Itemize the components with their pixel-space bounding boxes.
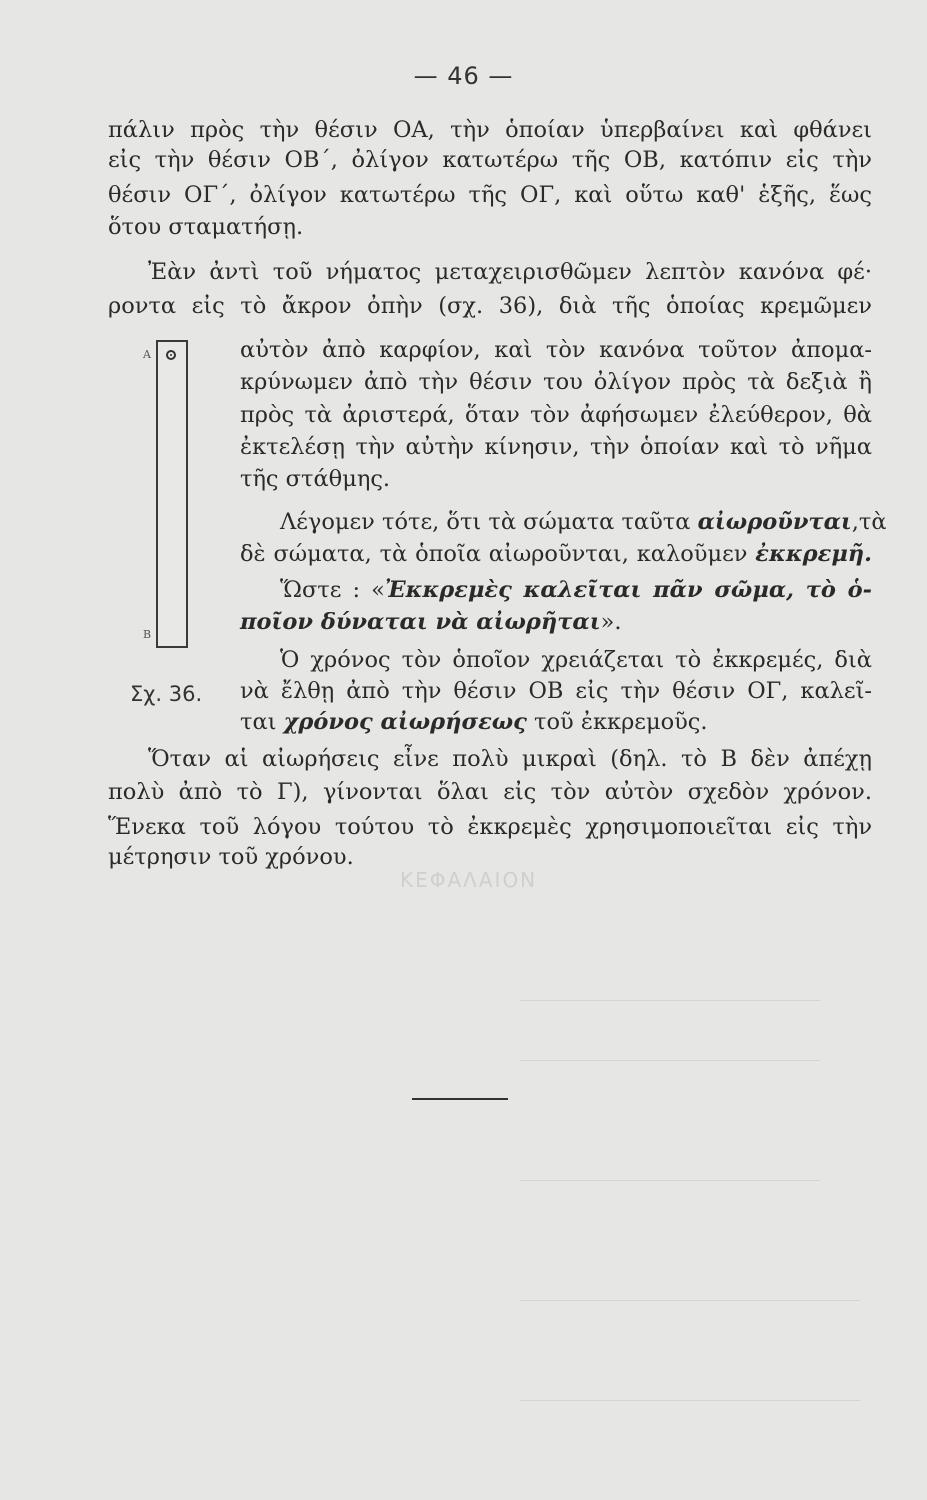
definition-text: Ἐκκρεμὲς καλεῖται πᾶν σῶμα, τὸ ὁ-	[384, 577, 872, 603]
text-line: πάλιν πρὸς τὴν θέσιν ΟΑ, τὴν ὁποίαν ὑπερβαίνει καὶ φθάνει	[108, 117, 872, 143]
show-through-line	[520, 1300, 860, 1301]
end-rule	[412, 1098, 508, 1100]
text-line: θέσιν ΟΓ΄, ὀλίγον κατωτέρω τῆς ΟΓ, καὶ οὕτω καθ' ἑξῆς, ἕως	[108, 182, 872, 208]
text-line: πρὸς τὰ ἀριστερά, ὅταν τὸν ἀφήσωμεν ἐλεύθερον, θὰ	[240, 402, 872, 428]
text-line: εἰς τὴν θέσιν ΟΒ΄, ὀλίγον κατωτέρω τῆς ΟΒ, κατόπιν εἰς τὴν	[108, 147, 872, 173]
hole-icon	[166, 350, 176, 360]
definition-text: ποῖον δύναται νὰ αἰωρῆται	[240, 609, 601, 635]
figure-caption: Σχ. 36.	[130, 682, 203, 706]
term-ekkremi: ἐκκρεμῆ.	[755, 541, 872, 567]
figure-label-top: Α	[143, 348, 151, 361]
text-line: Ἕνεκα τοῦ λόγου τούτου τὸ ἐκκρεμὲς χρησιμοποιεῖται εἰς τὴν	[108, 814, 872, 840]
text-line: ροντα εἰς τὸ ἄκρον ὀπὴν (σχ. 36), διὰ τῆς ὁποίας κρεμῶμεν	[108, 293, 872, 319]
text-line: ὅτου σταματήσῃ.	[108, 214, 304, 240]
text-line: αὐτὸν ἀπὸ καρφίον, καὶ τὸν κανόνα τοῦτον ἀπομα-	[240, 337, 872, 363]
text-line: ται χρόνος αἰωρήσεως τοῦ ἐκκρεμοῦς.	[240, 709, 708, 735]
show-through-line	[520, 1400, 860, 1401]
text-line: Ἐὰν ἀντὶ τοῦ νήματος μεταχειρισθῶμεν λεπτὸν κανόνα φέ·	[148, 259, 872, 285]
text-line: Ὁ χρόνος τὸν ὁποῖον χρειάζεται τὸ ἐκκρεμές, διὰ	[280, 647, 872, 673]
show-through-line	[520, 1000, 820, 1001]
text-line: ἐκτελέσῃ τὴν αὐτὴν κίνησιν, τὴν ὁποίαν καὶ τὸ νῆμα	[240, 434, 872, 460]
term-chronos-aioriseos: χρόνος αἰωρήσεως	[283, 709, 527, 735]
text-line: Ὥστε : «Ἐκκρεμὲς καλεῖται πᾶν σῶμα, τὸ ὁ-	[280, 577, 872, 603]
text-line: τῆς στάθμης.	[240, 466, 391, 492]
text-line: κρύνωμεν ἀπὸ τὴν θέσιν του ὀλίγον πρὸς τὰ δεξιὰ ἢ	[240, 369, 872, 395]
ruler-pendulum-figure	[156, 340, 188, 648]
show-through-heading: ΚΕΦΑΛΑΙΟΝ	[400, 868, 538, 892]
text-line: Λέγομεν τότε, ὅτι τὰ σώματα ταῦτα αἰωροῦνται,τὰ	[280, 509, 887, 535]
text-line: ποῖον δύναται νὰ αἰωρῆται».	[240, 609, 622, 635]
text-line: Ὅταν αἱ αἰωρήσεις εἶνε πολὺ μικραὶ (δηλ. τὸ Β δὲν ἀπέχῃ	[148, 746, 872, 772]
show-through-line	[520, 1060, 820, 1061]
term-aiorountai: αἰωροῦνται	[697, 509, 852, 535]
text-line: μέτρησιν τοῦ χρόνου.	[108, 844, 354, 870]
text-line: δὲ σώματα, τὰ ὁποῖα αἰωροῦνται, καλοῦμεν ἐκκρεμῆ.	[240, 541, 872, 567]
text-line: νὰ ἔλθῃ ἀπὸ τὴν θέσιν ΟΒ εἰς τὴν θέσιν ΟΓ, καλεῖ-	[240, 678, 872, 704]
page-number: — 46 —	[413, 62, 514, 90]
figure-label-bottom: Β	[143, 628, 152, 641]
show-through-line	[520, 1180, 820, 1181]
text-line: πολὺ ἀπὸ τὸ Γ), γίνονται ὅλαι εἰς τὸν αὐτὸν σχεδὸν χρόνον.	[108, 779, 872, 805]
